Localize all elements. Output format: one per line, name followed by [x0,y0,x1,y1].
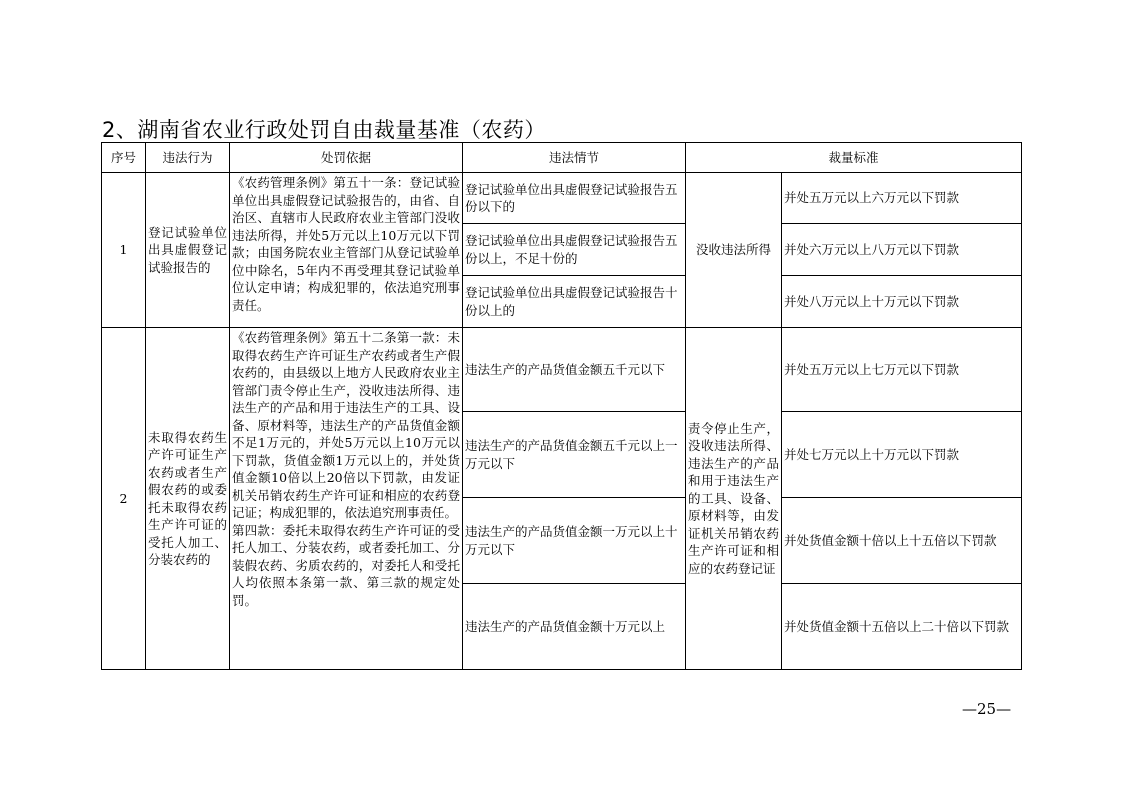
row-number: 1 [102,173,146,328]
page-number: —25— [962,700,1012,718]
measure-cell: 没收违法所得 [686,173,782,328]
penalty-basis: 《农药管理条例》第五十一条：登记试验单位出具虚假登记试验报告的，由省、自治区、直辖市人民政府农业主管部门没收违法所得，并处5万元以上10万元以下罚款；由国务院农业主管部门从登记试验单位中除名，5年内不再受理其登记试验单位认定申请；构成犯罪的，依法追究刑事责任。 [230,173,463,328]
standard-cell: 并处六万元以上八万元以下罚款 [782,224,1022,276]
table-header-row [102,143,1022,173]
header-cell: 序号 [102,143,146,173]
document-title: 2、湖南省农业行政处罚自由裁量基准（农药） [102,118,546,142]
table-row [102,328,1022,412]
standard-cell: 并处五万元以上七万元以下罚款 [782,328,1022,412]
circumstance-cell: 违法生产的产品货值金额十万元以上 [463,584,686,670]
penalty-basis-para-1: 《农药管理条例》第五十二条第一款：未取得农药生产许可证生产农药或者生产假农药的，由县级以上地方人民政府农业主管部门责令停止生产，没收违法所得、违法生产的产品和用于违法生产的工具、设备、原材料等，违法生产的产品货值金额不足1万元的，并处5万元以上10万元以下罚款，货值金额1万元以上的，并处货值金额10倍以上20倍以下罚款，由发证机关吊销农药生产许可证和相应的农药登记证；构成犯罪的，依法追究刑事责任。 [232,330,460,520]
header-cell: 裁量标准 [686,143,1022,173]
violation-behavior: 未取得农药生产许可证生产农药或者生产假农药的或委托未取得农药生产许可证的受托人加工、分装农药的 [146,328,230,670]
table-row [102,173,1022,224]
circumstance-cell: 违法生产的产品货值金额五千元以下 [463,328,686,412]
header-cell: 处罚依据 [230,143,463,173]
circumstance-cell: 登记试验单位出具虚假登记试验报告五份以上，不足十份的 [463,224,686,276]
penalty-table [101,142,1022,670]
header-cell: 违法情节 [463,143,686,173]
circumstance-cell: 违法生产的产品货值金额一万元以上十万元以下 [463,498,686,584]
circumstance-cell: 登记试验单位出具虚假登记试验报告十份以上的 [463,276,686,328]
circumstance-cell: 登记试验单位出具虚假登记试验报告五份以下的 [463,173,686,224]
measure-cell: 责令停止生产，没收违法所得、违法生产的产品和用于违法生产的工具、设备、原材料等，由发证机关吊销农药生产许可证和相应的农药登记证 [686,328,782,670]
standard-cell: 并处五万元以上六万元以下罚款 [782,173,1022,224]
row-number: 2 [102,328,146,670]
standard-cell: 并处七万元以上十万元以下罚款 [782,412,1022,498]
standard-cell: 并处货值金额十五倍以上二十倍以下罚款 [782,584,1022,670]
standard-cell: 并处货值金额十倍以上十五倍以下罚款 [782,498,1022,584]
standard-cell: 并处八万元以上十万元以下罚款 [782,276,1022,328]
penalty-basis [230,328,463,670]
header-cell: 违法行为 [146,143,230,173]
circumstance-cell: 违法生产的产品货值金额五千元以上一万元以下 [463,412,686,498]
violation-behavior: 登记试验单位出具虚假登记试验报告的 [146,173,230,328]
penalty-basis-para-2: 第四款：委托未取得农药生产许可证的受托人加工、分装农药，或者委托加工、分装假农药、劣质农药的，对委托人和受托人均依照本条第一款、第三款的规定处罚。 [232,522,460,608]
